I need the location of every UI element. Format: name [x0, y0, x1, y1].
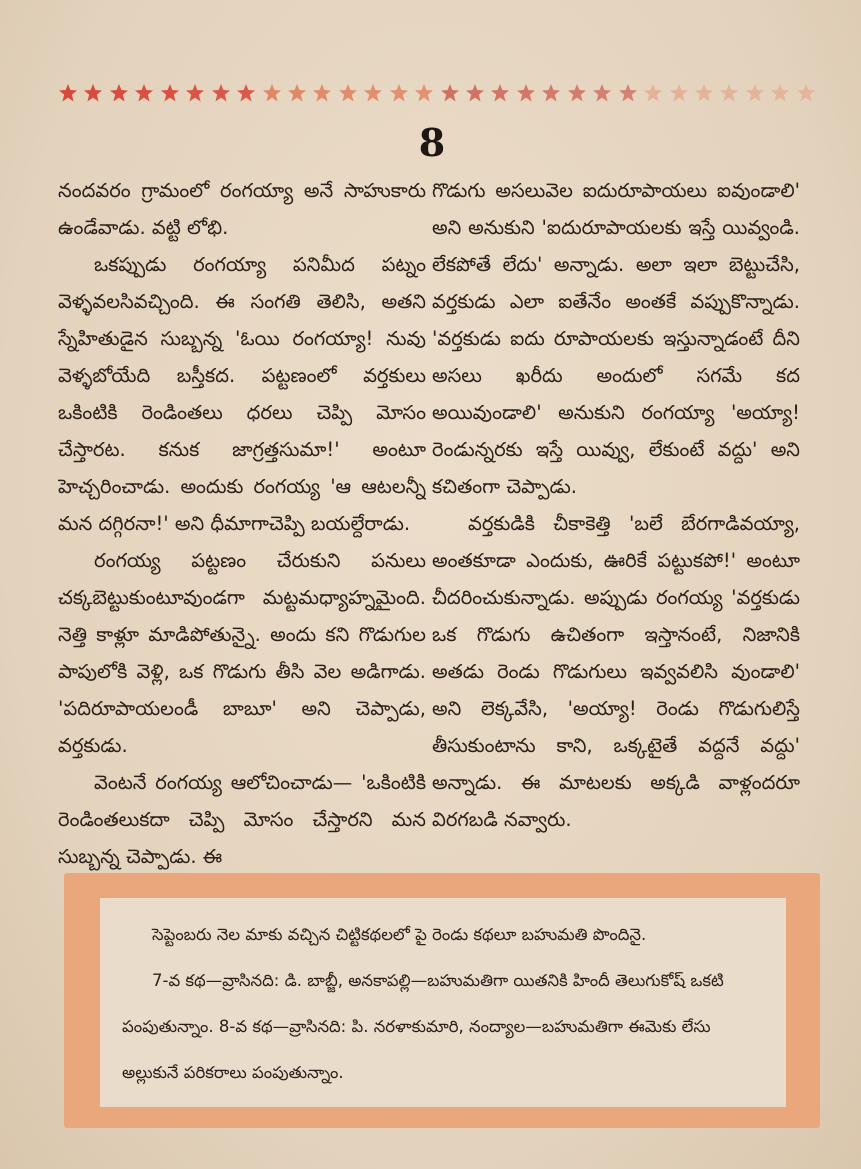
star-ornament-icon	[465, 83, 485, 103]
star-ornament-icon	[745, 83, 765, 103]
star-ornament-icon	[516, 83, 536, 103]
story-column-left	[58, 172, 426, 872]
star-ornament-icon	[109, 83, 129, 103]
story-paragraph: ఒకప్పుడు రంగయ్యా పనిమీద పట్నం వెళ్ళవలసివచ్చింది. ఈ సంగతి తెలిసి, అతని స్నేహితుడైన సుబ్బన్న 'ఓయి రంగయ్యా! నువు వెళ్ళబోయేది బస్తీకద. పట్టణంలో వర్తకులు ఒకింటికి రెండింతలు ధరలు చెప్పి మోసం చేస్తారట. కనుక జాగ్రత్తసుమా!' అంటూ హెచ్చరించాడు. అందుకు రంగయ్య 'ఆ ఆటలన్నీ మన దగ్గిరనా!' అని ధీమాగాచెప్పి బయల్దేరాడు.	[58, 253, 426, 535]
star-ornament-icon	[185, 83, 205, 103]
star-ornament-icon	[160, 83, 180, 103]
decorative-star-border	[58, 80, 816, 106]
star-ornament-icon	[618, 83, 638, 103]
star-ornament-icon	[134, 83, 154, 103]
star-ornament-icon	[541, 83, 561, 103]
star-ornament-icon	[58, 83, 78, 103]
star-ornament-icon	[490, 83, 510, 103]
notice-line: సెప్టెంబరు నెల మాకు వచ్చిన చిట్టికథలలో పై రెండు కథలూ బహుమతి పొందినై.	[152, 925, 647, 944]
story-paragraph: గొడుగు అసలువెల ఐదురూపాయలు ఐవుండాలి' అని అనుకుని 'ఐదురూపాయలకు ఇస్తే యివ్వండి. లేకపోతే లేదు' అన్నాడు. అలా ఇలా బెట్టుచేసి, వర్తకుడు ఎలా ఐతేనేం అంతకే వప్పుకొన్నాడు. 'వర్తకుడు ఐదు రూపాయలకు ఇస్తున్నాడంటే దీని అసలు ఖరీదు అందులో సగమే కద అయివుండాలి' అనుకుని రంగయ్యా 'అయ్యా! రెండున్నరకు ఇస్తే యివ్వు, లేకుంటే వద్దు' అని కచితంగా చెప్పాడు.	[432, 179, 800, 498]
star-ornament-icon	[287, 83, 307, 103]
star-ornament-icon	[312, 83, 332, 103]
star-ornament-icon	[669, 83, 689, 103]
star-ornament-icon	[694, 83, 714, 103]
star-ornament-icon	[211, 83, 231, 103]
star-ornament-icon	[770, 83, 790, 103]
star-ornament-icon	[719, 83, 739, 103]
star-ornament-icon	[389, 83, 409, 103]
star-ornament-icon	[440, 83, 460, 103]
page-number: 8	[418, 120, 446, 165]
star-ornament-icon	[363, 83, 383, 103]
story-column-right	[432, 172, 800, 872]
notice-line: 7-వ కథ—వ్రాసినది: డి. బాబ్జీ, అనకాపల్లి—బహుమతిగా యితనికి హిందీ తెలుగుకోష్ ఒకటి పంపుతున్నాం. 8-వ కథ—వ్రాసినది: పి. నరళాకుమారి, నంద్యాల—బహుమతిగా ఈమెకు లేసు అల్లుకునే పరికరాలు పంపుతున్నాం.	[122, 971, 724, 1082]
prize-notice-box	[64, 873, 820, 1128]
star-ornament-icon	[796, 83, 816, 103]
prize-notice-inner	[100, 898, 786, 1107]
star-ornament-icon	[338, 83, 358, 103]
star-ornament-icon	[414, 83, 434, 103]
story-paragraph: వర్తకుడికి చీకాకెత్తి 'బలే బేరగాడివయ్యా, అంతకూడా ఎందుకు, ఊరికే పట్టుకపో!' అంటూ చీదరించుకున్నాడు. అప్పుడు రంగయ్య 'వర్తకుడు ఒక గొడుగు ఉచితంగా ఇస్తానంటే, నిజానికి అతడు రెండు గొడుగులు ఇవ్వవలిసి వుండాలి' అని లెక్కవేసి, 'అయ్యా! రెండు గొడుగులిస్తే తీసుకుంటాను కాని, ఒక్కటైతే వద్దనే వద్దు' అన్నాడు. ఈ మాటలకు అక్కడి వాళ్లందరూ విరగబడి నవ్వారు.	[432, 512, 800, 831]
star-ornament-icon	[236, 83, 256, 103]
story-paragraph: వెంటనే రంగయ్య ఆలోచించాడు— 'ఒకింటికి రెండింతలుకదా చెప్పి మోసం చేస్తారని మన సుబ్బన్న చెప్పాడు. ఈ	[58, 771, 426, 868]
star-ornament-icon	[83, 83, 103, 103]
story-paragraph: నందవరం గ్రామంలో రంగయ్యా అనే సాహుకారు ఉండేవాడు. వట్టి లోభి.	[58, 179, 426, 239]
star-ornament-icon	[592, 83, 612, 103]
star-ornament-icon	[643, 83, 663, 103]
story-paragraph: రంగయ్య పట్టణం చేరుకుని పనులు చక్కబెట్టుకుంటూవుండగా మట్టమధ్యాహ్నమైంది. నెత్తి కాళ్లూ మాడిపోతున్నై. అందు కని గొడుగుల పాపులోకి వెళ్లి, ఒక గొడుగు తీసి వెల అడిగాడు. 'పదిరూపాయలండీ బాబూ' అని చెప్పాడు, వర్తకుడు.	[58, 549, 426, 757]
prize-notice-text	[122, 912, 772, 1096]
star-ornament-icon	[567, 83, 587, 103]
star-ornament-icon	[262, 83, 282, 103]
